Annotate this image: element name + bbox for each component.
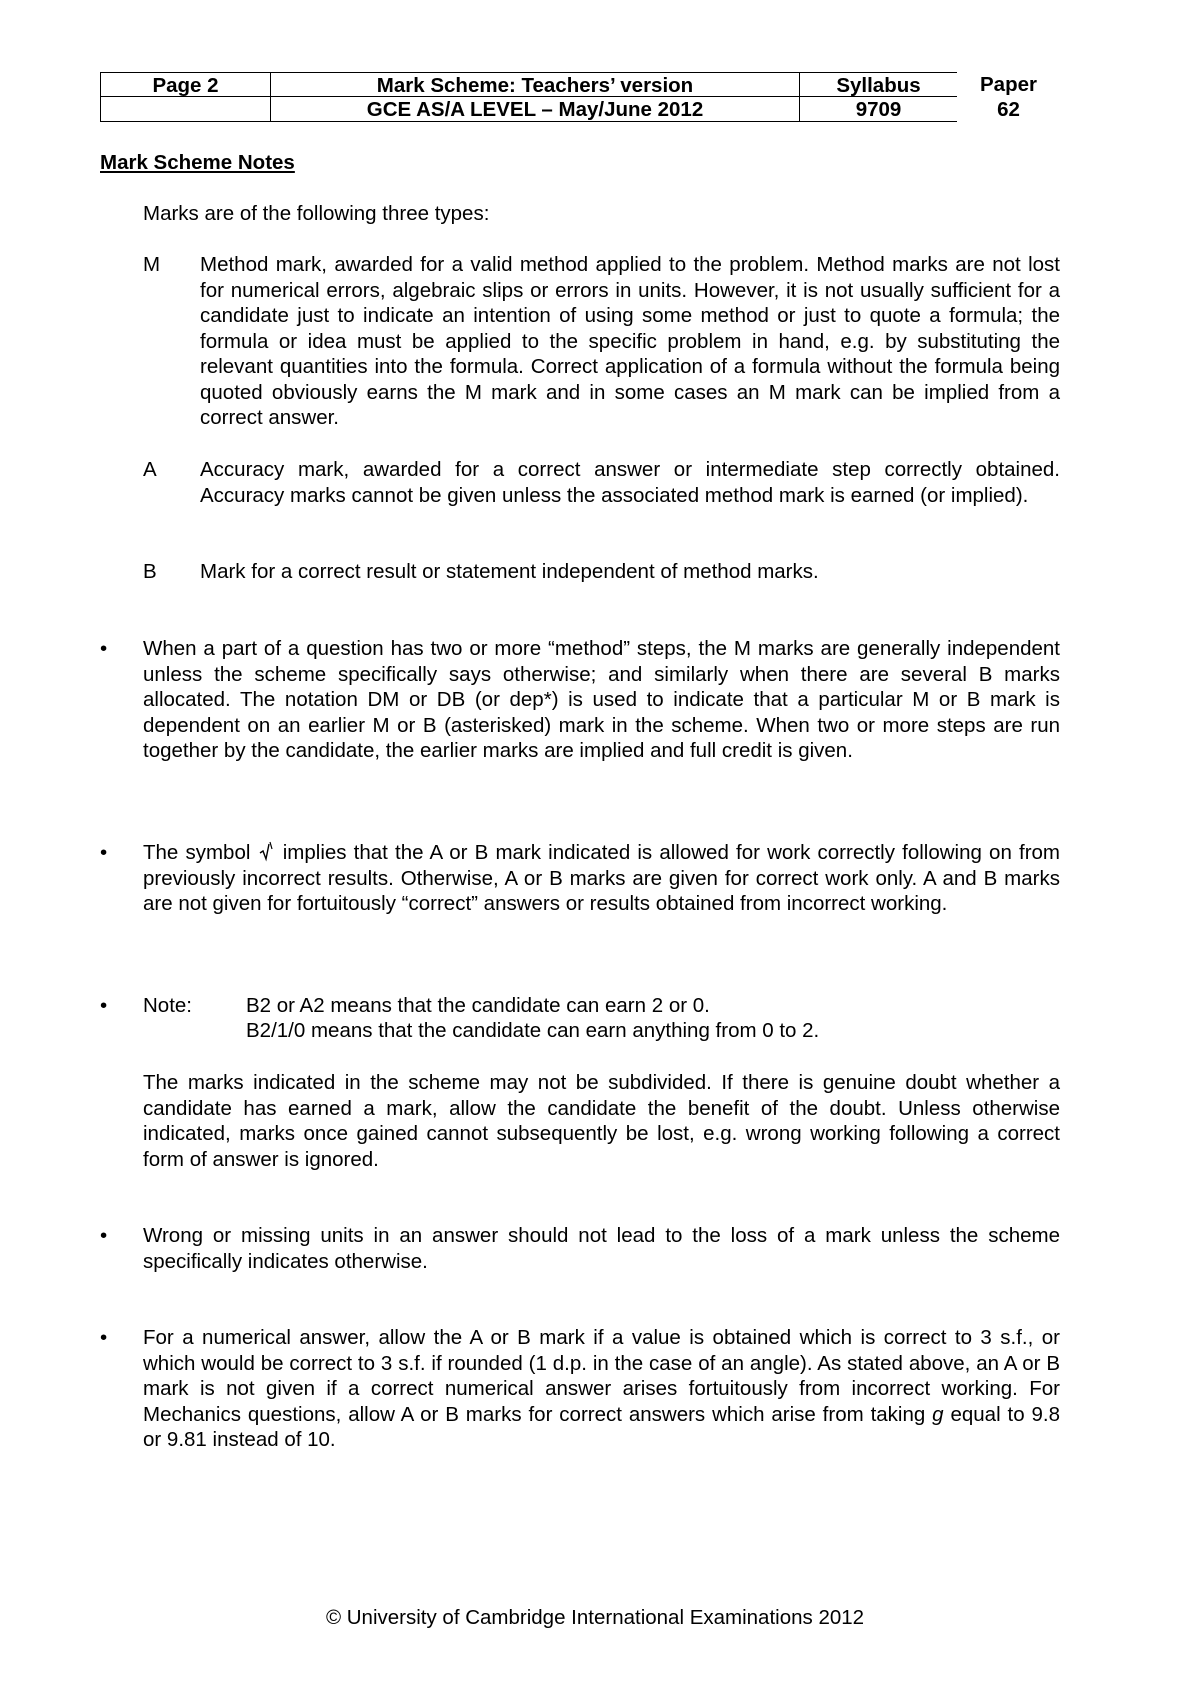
header-paper-number: 62 [997,98,1020,121]
intro-text: Marks are of the following three types: [143,202,490,225]
bullet-units: Wrong or missing units in an answer should not lead to the loss of a mark unless the scheme specifically indicates otherwise. [143,1224,1060,1273]
header-syllabus-code: 9709 [800,97,957,122]
mark-type-text-a: Accuracy mark, awarded for a correct answer or intermediate step correctly obtained. Accuracy marks cannot be given unless the associated method mark is earned (or implied). [200,458,1060,507]
header-page-number: Page 2 [100,72,271,97]
bullet-follow-through [143,840,1060,917]
note-line-2: B2/1/0 means that the candidate can earn anything from 0 to 2. [246,1019,820,1042]
mark-type-label-b: B [143,560,157,583]
mark-type-label-m: M [143,253,161,276]
header-syllabus-label: Syllabus [800,72,957,97]
mark-type-text-b: Mark for a correct result or statement independent of method marks. [200,560,819,583]
note-label: Note: [143,994,192,1017]
note-line-1: B2 or A2 means that the candidate can earn 2 or 0. [246,994,710,1017]
header-table [100,72,1060,122]
bullet-numerical [143,1325,1060,1453]
bullet-marker: • [100,1326,108,1349]
header-row-2 [100,97,1060,122]
header-row-1 [100,72,1060,97]
header-exam: GCE AS/A LEVEL – May/June 2012 [271,97,800,122]
symbol-text-before: The symbol [143,841,258,864]
bullet-marker: • [100,637,108,660]
follow-through-tick-icon [258,840,276,862]
subdivide-paragraph: The marks indicated in the scheme may not be subdivided. If there is genuine doubt whether a candidate has earned a mark, allow the candidate the benefit of the doubt. Unless otherwise indicated, marks once gained cannot subsequently be lost, e.g. wrong working following a correct form of answer is ignored. [143,1071,1060,1171]
gravity-symbol: g [932,1402,944,1426]
bullet-marker: • [100,1224,108,1247]
numerical-text-after: equal to 9.8 or 9.81 instead of 10. [143,1402,1060,1451]
bullet-marker: • [100,994,108,1017]
bullet-method-steps: When a part of a question has two or more “method” steps, the M marks are generally independent unless the scheme specifically says otherwise; and similarly when there are several B marks allocated. The notation DM or DB (or dep*) is used to indicate that a particular M or B mark is dependent on an earlier M or B (asterisked) mark in the scheme. When two or more steps are run together by the candidate, the earlier marks are implied and full credit is given. [143,637,1060,762]
header-title: Mark Scheme: Teachers’ version [271,72,800,97]
section-title: Mark Scheme Notes [100,151,295,174]
numerical-text-before: For a numerical answer, allow the A or B mark if a value is obtained which is correct to 3 s.f., or which would be correct to 3 s.f. if rounded (1 d.p. in the case of an angle). As stated above, an A or B mark is not given if a correct numerical answer arises fortuitously from incorrect working. For Mechanics questions, allow A or B marks for correct answers which arise from taking [143,1326,1060,1426]
mark-type-text-m: Method mark, awarded for a valid method applied to the problem. Method marks are not lost for numerical errors, algebraic slips or errors in units. However, it is not usually sufficient for a candidate just to indicate an intention of using some method or just to quote a formula; the formula or idea must be applied to the specific problem in hand, e.g. by substituting the relevant quantities into the formula. Correct application of a formula without the formula being quoted obviously earns the M mark and in some cases an M mark can be implied from a correct answer. [200,253,1060,429]
mark-type-label-a: A [143,458,157,481]
copyright-footer: © University of Cambridge International Examinations 2012 [325,1606,865,1629]
header-paper-label: Paper [980,73,1037,96]
bullet-marker: • [100,841,108,864]
header-empty-cell [100,97,271,122]
symbol-text-after: implies that the A or B mark indicated is allowed for work correctly following on from previously incorrect results. Otherwise, A or B marks are given for correct work only. A and B marks are not given for fortuitously “correct” answers or results obtained from incorrect working. [143,841,1061,915]
